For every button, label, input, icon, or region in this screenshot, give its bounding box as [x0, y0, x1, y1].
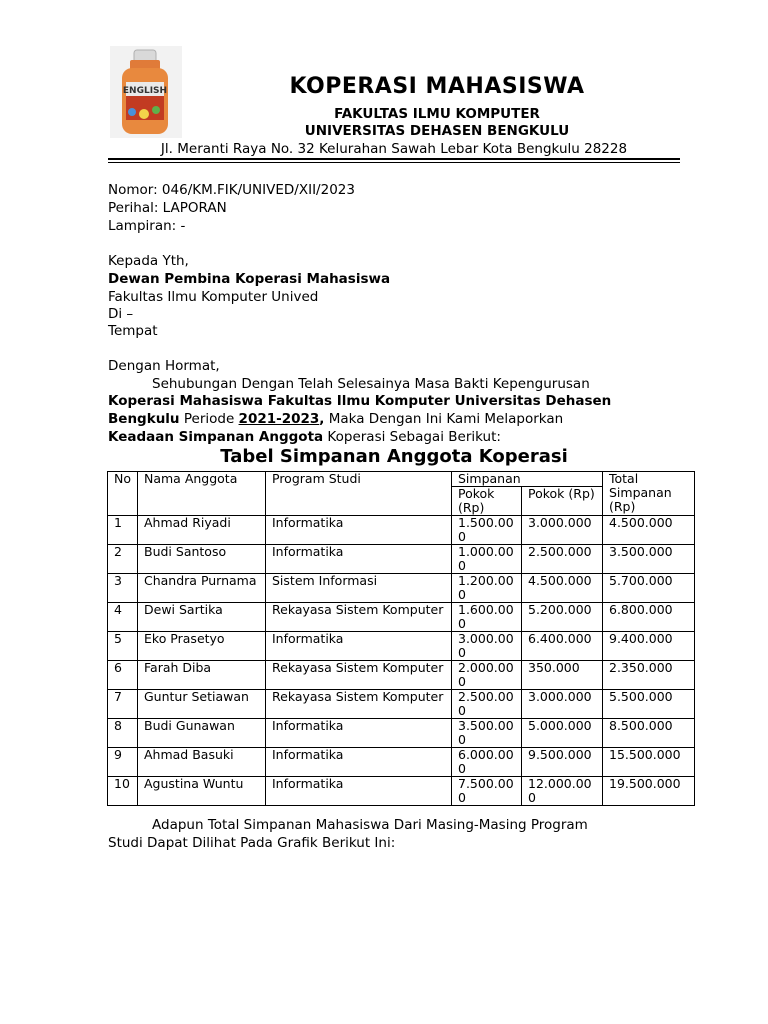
table-row	[108, 719, 695, 748]
cell-name: Guntur Setiawan	[138, 690, 266, 719]
cell-name: Dewi Sartika	[138, 603, 266, 632]
org-location: Bengkulu	[108, 411, 180, 427]
paragraph-line-1: Sehubungan Dengan Telah Selesainya Masa Bakti Kepengurusan	[152, 376, 590, 392]
cell-total: 8.500.000	[603, 719, 695, 748]
cell-no: 3	[108, 574, 138, 603]
cell-name: Budi Santoso	[138, 545, 266, 574]
cell-program: Informatika	[266, 777, 452, 806]
cell-total: 6.800.000	[603, 603, 695, 632]
table-row	[108, 516, 695, 545]
university-name: UNIVERSITAS DEHASEN BENGKULU	[304, 123, 570, 139]
cell-no: 8	[108, 719, 138, 748]
cell-no: 2	[108, 545, 138, 574]
cell-pokok-2: 2.500.000	[522, 545, 603, 574]
paragraph-line-3	[108, 411, 563, 427]
recipient-di: Di –	[108, 306, 134, 322]
cell-program: Informatika	[266, 748, 452, 777]
cell-program: Sistem Informasi	[266, 574, 452, 603]
table-title: Tabel Simpanan Anggota Koperasi	[220, 446, 568, 467]
header-pokok-2: Pokok (Rp)	[522, 487, 603, 516]
header-name: Nama Anggota	[138, 472, 266, 516]
cell-name: Budi Gunawan	[138, 719, 266, 748]
cell-pokok-2: 5.000.000	[522, 719, 603, 748]
table-row	[108, 603, 695, 632]
cell-pokok-2: 4.500.000	[522, 574, 603, 603]
header-total: Total Simpanan (Rp)	[603, 472, 695, 516]
table-row	[108, 632, 695, 661]
cell-total: 5.700.000	[603, 574, 695, 603]
cell-name: Eko Prasetyo	[138, 632, 266, 661]
cell-pokok: 2.000.000	[452, 661, 522, 690]
cell-total: 19.500.000	[603, 777, 695, 806]
cell-pokok: 1.200.000	[452, 574, 522, 603]
header-rule-thick	[108, 158, 680, 160]
table-row	[108, 661, 695, 690]
org-title: KOPERASI MAHASISWA	[289, 74, 585, 99]
cell-total: 4.500.000	[603, 516, 695, 545]
letter-subject: Perihal: LAPORAN	[108, 200, 227, 216]
cell-name: Chandra Purnama	[138, 574, 266, 603]
cell-name: Agustina Wuntu	[138, 777, 266, 806]
header-program: Program Studi	[266, 472, 452, 516]
cell-no: 5	[108, 632, 138, 661]
cell-program: Rekayasa Sistem Komputer	[266, 661, 452, 690]
cell-total: 5.500.000	[603, 690, 695, 719]
cell-program: Informatika	[266, 719, 452, 748]
cell-program: Informatika	[266, 516, 452, 545]
cell-pokok-2: 6.400.000	[522, 632, 603, 661]
cell-total: 3.500.000	[603, 545, 695, 574]
cell-pokok: 7.500.000	[452, 777, 522, 806]
cell-no: 1	[108, 516, 138, 545]
cell-no: 6	[108, 661, 138, 690]
cell-pokok-2: 9.500.000	[522, 748, 603, 777]
cell-total: 2.350.000	[603, 661, 695, 690]
cell-name: Ahmad Basuki	[138, 748, 266, 777]
cell-pokok: 1.000.000	[452, 545, 522, 574]
table-row	[108, 690, 695, 719]
period-label: Periode	[179, 411, 239, 427]
letter-number: Nomor: 046/KM.FIK/UNIVED/XII/2023	[108, 182, 355, 198]
header-pokok: Pokok (Rp)	[452, 487, 522, 516]
paragraph-line-4	[108, 429, 501, 445]
cell-program: Informatika	[266, 545, 452, 574]
cell-program: Rekayasa Sistem Komputer	[266, 603, 452, 632]
cell-no: 9	[108, 748, 138, 777]
closing-line-2: Studi Dapat Dilihat Pada Grafik Berikut Ini:	[108, 835, 396, 851]
letter-attachment: Lampiran: -	[108, 218, 186, 234]
cell-no: 7	[108, 690, 138, 719]
addressee-intro: Kepada Yth,	[108, 253, 189, 269]
cell-pokok-2: 3.000.000	[522, 516, 603, 545]
table-row	[108, 777, 695, 806]
cell-pokok: 2.500.000	[452, 690, 522, 719]
period-value: 2021-2023	[238, 411, 320, 427]
closing-line-1: Adapun Total Simpanan Mahasiswa Dari Masing-Masing Program	[152, 817, 588, 833]
report-intro: Maka Dengan Ini Kami Melaporkan	[324, 411, 564, 427]
cell-pokok: 1.600.000	[452, 603, 522, 632]
address: Jl. Meranti Raya No. 32 Kelurahan Sawah Lebar Kota Bengkulu 28228	[160, 141, 628, 157]
recipient-faculty: Fakultas Ilmu Komputer Unived	[108, 289, 319, 305]
koperasi-logo	[110, 46, 182, 138]
cell-pokok: 3.000.000	[452, 632, 522, 661]
cell-no: 4	[108, 603, 138, 632]
cell-name: Farah Diba	[138, 661, 266, 690]
savings-table	[107, 471, 695, 806]
cell-program: Rekayasa Sistem Komputer	[266, 690, 452, 719]
header-savings: Simpanan	[452, 472, 603, 487]
cell-total: 15.500.000	[603, 748, 695, 777]
cell-pokok-2: 5.200.000	[522, 603, 603, 632]
table-row	[108, 574, 695, 603]
table-row	[108, 748, 695, 777]
header-rule-thin	[108, 162, 680, 163]
paragraph-line-2: Koperasi Mahasiswa Fakultas Ilmu Komputer Universitas Dehasen	[108, 393, 612, 409]
cell-pokok-2: 12.000.000	[522, 777, 603, 806]
greeting: Dengan Hormat,	[108, 358, 220, 374]
cell-pokok: 1.500.000	[452, 516, 522, 545]
svg-text:ENGLISH: ENGLISH	[122, 86, 168, 96]
table-row	[108, 545, 695, 574]
cell-pokok: 3.500.000	[452, 719, 522, 748]
recipient-place: Tempat	[108, 323, 158, 339]
faculty-name: FAKULTAS ILMU KOMPUTER	[334, 106, 540, 122]
cell-pokok-2: 350.000	[522, 661, 603, 690]
cell-pokok: 6.000.000	[452, 748, 522, 777]
cell-total: 9.400.000	[603, 632, 695, 661]
header-no: No	[108, 472, 138, 516]
report-subject-tail: Koperasi Sebagai Berikut:	[323, 429, 501, 445]
cell-pokok-2: 3.000.000	[522, 690, 603, 719]
cell-no: 10	[108, 777, 138, 806]
period-comma: ,	[319, 411, 325, 427]
recipient-name: Dewan Pembina Koperasi Mahasiswa	[108, 271, 391, 287]
report-subject: Keadaan Simpanan Anggota	[108, 429, 324, 445]
cell-name: Ahmad Riyadi	[138, 516, 266, 545]
cell-program: Informatika	[266, 632, 452, 661]
